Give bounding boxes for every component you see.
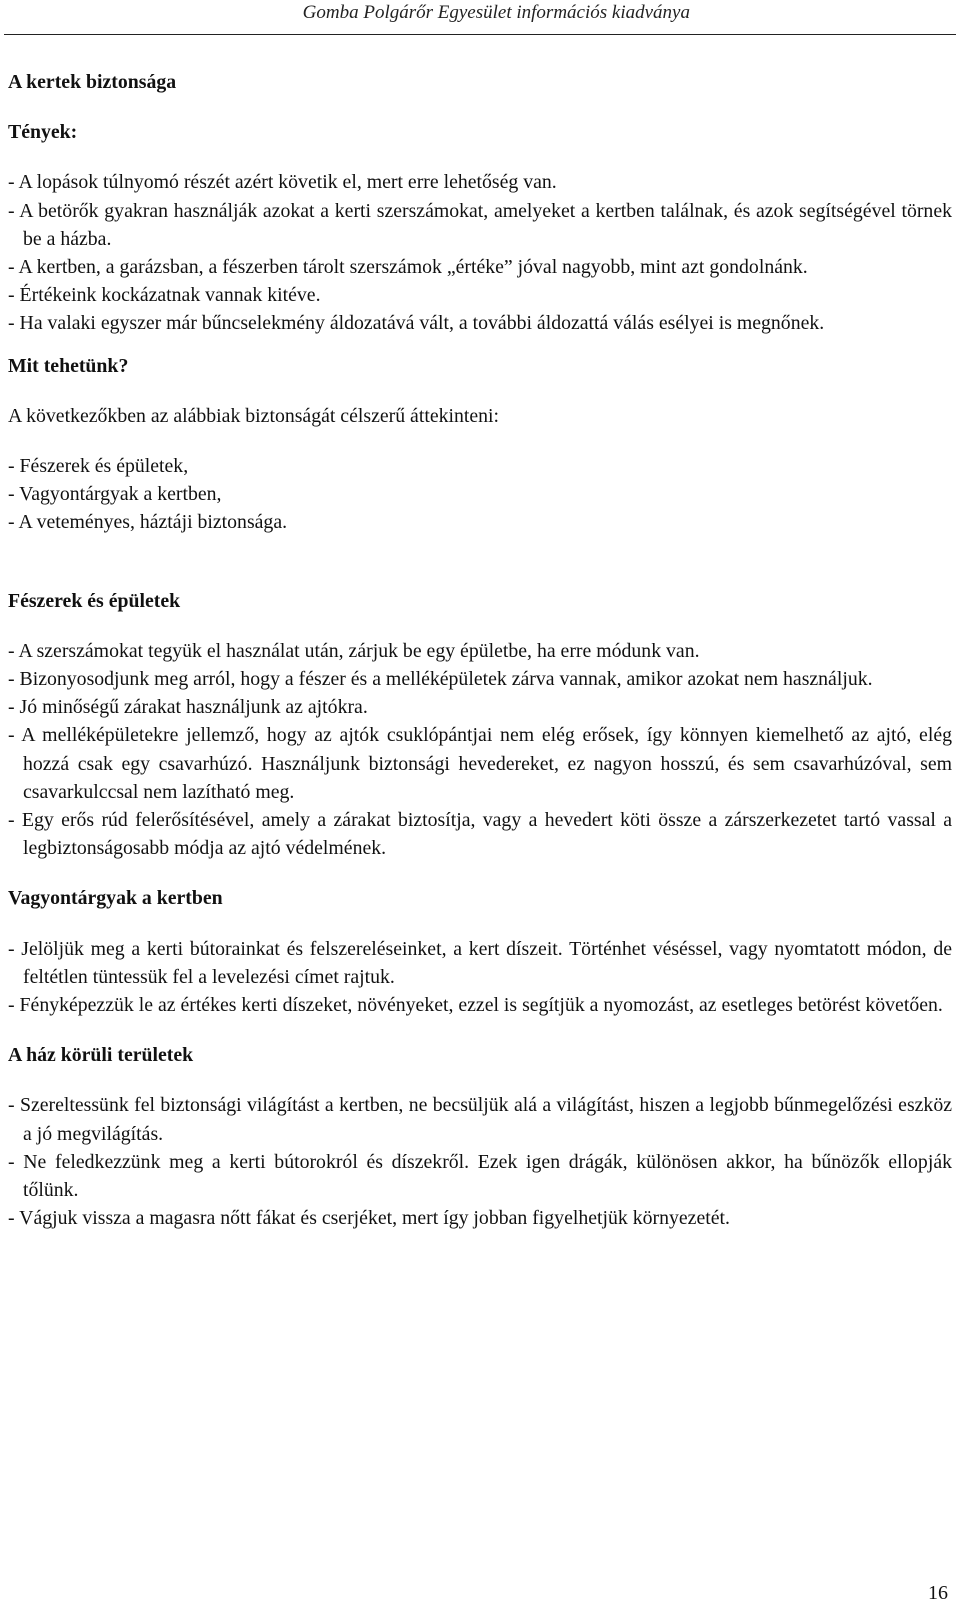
- list-item: - Fényképezzük le az értékes kerti díszeket, növényeket, ezzel is segítjük a nyomozást, az esetleges betörést követően.: [8, 994, 943, 1017]
- list-item: - Fészerek és épületek,: [8, 455, 189, 478]
- list-item: - Vágjuk vissza a magasra nőtt fákat és cserjéket, mert így jobban figyelhetjük környezetét.: [8, 1207, 730, 1230]
- valuables-heading: Vagyontárgyak a kertben: [8, 887, 223, 910]
- list-item: - A lopások túlnyomó részét azért követik el, mert erre lehetőség van.: [8, 171, 557, 194]
- list-item: - A melléképületekre jellemző, hogy az ajtók csuklópántjai nem elég erősek, így könnyen kiemelhető az ajtó, elég hozzá csak egy csavarhúzó. Használjunk biztonsági hevedereket, ez nagyon hosszú, és sem csavarhúzóval, sem csavarkulccsal nem lazítható meg.: [8, 724, 952, 803]
- surroundings-heading: A ház körüli területek: [8, 1044, 194, 1067]
- list-item: - Jó minőségű zárakat használjunk az ajtókra.: [8, 696, 368, 719]
- list-item: - A betörők gyakran használják azokat a kerti szerszámokat, amelyeket a kertben találnak, és azok segítségével törnek be a házba.: [8, 199, 952, 250]
- page-number: 16: [928, 1582, 948, 1604]
- list-item: - A veteményes, háztáji biztonsága.: [8, 511, 288, 534]
- article-body: [8, 68, 952, 1233]
- sheds-heading: Fészerek és épületek: [8, 589, 181, 612]
- header-rule: [4, 34, 956, 35]
- list-item: - A kertben, a garázsban, a fészerben tárolt szerszámok „értéke” jóval nagyobb, mint azt gondolnánk.: [8, 256, 808, 279]
- list-item: - Szereltessünk fel biztonsági világítást a kertben, ne becsüljük alá a világítást, hiszen a legjobb bűnmegelőzési eszköz a jó megvilágítás.: [8, 1094, 952, 1145]
- facts-heading: Tények:: [8, 121, 78, 144]
- what-to-do-intro: A következőkben az alábbiak biztonságát célszerű áttekinteni:: [8, 404, 500, 427]
- list-item: - Ne feledkezzünk meg a kerti bútorokról és díszekről. Ezek igen drágák, különösen akkor, ha bűnözők ellopják tőlünk.: [8, 1150, 952, 1202]
- publication-title: Gomba Polgárőr Egyesület információs kiadványa: [302, 2, 690, 23]
- article-title: A kertek biztonsága: [8, 71, 177, 93]
- page-header: [0, 0, 960, 32]
- list-item: - Értékeink kockázatnak vannak kitéve.: [8, 284, 321, 307]
- list-item: - A szerszámokat tegyük el használat után, zárjuk be egy épületbe, ha erre módunk van.: [8, 639, 700, 662]
- list-item: - Ha valaki egyszer már bűncselekmény áldozatává vált, a további áldozattá válás esélyei is megnőnek.: [8, 312, 825, 335]
- list-item: - Jelöljük meg a kerti bútorainkat és felszereléseinket, a kert díszeit. Történhet véséssel, vagy nyomtatott módon, de feltétlen tüntessük fel a levelezési címet rajtuk.: [8, 937, 952, 988]
- list-item: - Vagyontárgyak a kertben,: [8, 483, 222, 506]
- list-item: - Egy erős rúd felerősítésével, amely a zárakat biztosítja, vagy a hevedert köti össze a zárszerkezetet tartó vassal a legbiztonságosabb módja az ajtó védelmének.: [8, 809, 952, 860]
- what-to-do-heading: Mit tehetünk?: [8, 354, 129, 377]
- list-item: - Bizonyosodjunk meg arról, hogy a fészer és a melléképületek zárva vannak, amikor azokat nem használjuk.: [8, 668, 873, 691]
